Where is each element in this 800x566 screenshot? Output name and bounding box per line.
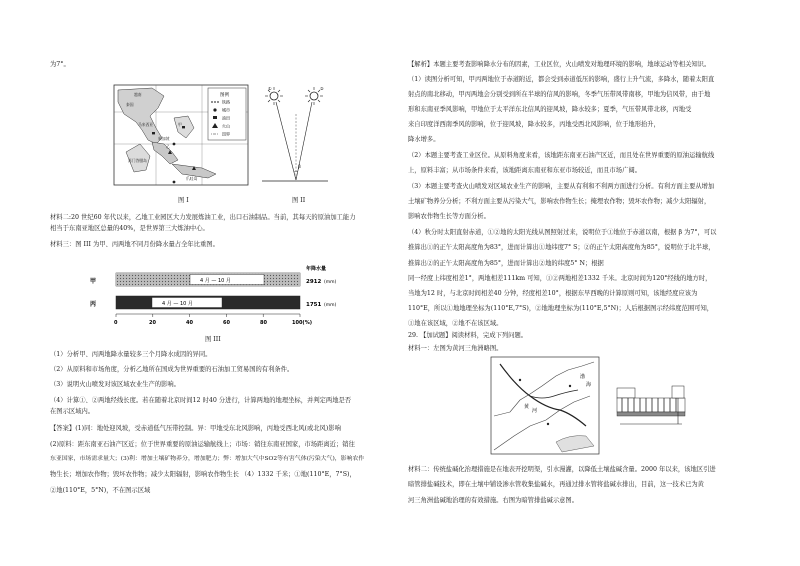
analysis-line: ①地在该区域，②地不在该区域。 [408, 320, 503, 327]
analysis-line: 上，原料丰富；从市场条件来看，该地距离东南亚和东亚市场较近，而且市场广阔。 [408, 167, 641, 174]
figure-2-sun-diagram [260, 84, 330, 188]
chart-tick-label: 20 [149, 320, 156, 326]
chart-row-name: 丙 [90, 301, 97, 308]
yellow-river-delta-map [490, 356, 600, 456]
chart-row-unit: (mm) [324, 303, 337, 308]
answer-line-1: 【答案】(1)同：地处迎风坡，受赤道低气压带控制。异：甲地受东北风影响，丙地受西北风(或北风)影响 [50, 425, 341, 432]
analysis-line: 同一经度上纬度相差1°，两地相差111km 可知，①②两地相差1332 千米。北京时间为120°经线的地方时， [408, 275, 712, 282]
analysis-line: 110°E，所以①地地理坐标为(110°E,7°S)，②地地理坐标为(110°E,5°N)；人后根据图示经纬度范围可知， [408, 305, 714, 312]
map-place-label: 甲 [178, 122, 182, 127]
map-place-label: 越南 [134, 92, 142, 97]
material-2-line-1: 材料二：传统盐碱化治理措施是在地表开挖明渠，引水漫灌，以降低土壤盐碱含量。2000 年以来，该地区引进 [408, 466, 716, 473]
chart-bar-label: 4 月 — 10 月 [162, 301, 193, 307]
chart-tick-label: 40 [186, 320, 193, 326]
left-top-line: 为7°。 [50, 61, 70, 68]
map-sea-label: 海 [586, 382, 592, 388]
analysis-line: 土壤矿物养分分析；不利方面主要从污染大气，影响农作物生长；掩埋农作物；毁坏农作物；减少太阳辐射， [408, 198, 711, 205]
material-2-line-1: 材料二:20 世纪60 年代以来，乙地工业园区大力发展炼油工业，出口石油制品。当前，其每天的原油加工能力 [50, 214, 356, 221]
chart-tick-label: 80 [260, 320, 267, 326]
material-2-line-2: 暗管排盐碱技术，即在土壤中铺设渗水管收集盐碱水，再通过排水管将盐碱水排出，目前，这一技术已为黄 [408, 481, 704, 488]
map-place-label: 苏门答腊岛 [128, 158, 147, 163]
map-place-label: 泰国 [126, 102, 134, 107]
chart-tick-label: 60 [223, 320, 230, 326]
material-1-line: 材料一：左图为黄河三角洲略图。 [408, 345, 503, 352]
chart-header: 年降水量 [306, 266, 327, 272]
map-legend-item: 火山 [222, 123, 230, 129]
analysis-line: 形和东南亚季风影响，甲地位于太平洋东北信风的迎风坡，降水较多；夏季，气压带风带北移，丙地受 [408, 106, 692, 113]
question-3: （3）说明火山喷发对该区域农业生产的影响。 [50, 381, 180, 388]
question-2: （2）从原料和市场角度，分析乙地所在国成为世界重要的石油加工贸易国的有利条件。 [50, 366, 294, 373]
figure-3-chart [80, 262, 342, 334]
question-4-cont: 在图示区域内。 [50, 408, 95, 415]
analysis-line: （2）本题主要考查工业区位。从原料角度来看，该地距东南亚石油产区近，而且处在世界重要的原油运输航线 [408, 152, 715, 159]
answer-line-3: 东亚国家，市场需求量大；(3)利：增加土壤矿物养分，增加肥力；弊：增加大气中SO2等有害气体(污染大气)，影响农作 [50, 456, 365, 462]
question-1: （1）分析甲、丙两地降水量较多三个月降水成因的异同。 [50, 351, 212, 358]
drainage-pipe-diagram [616, 384, 686, 430]
question-29: 29. 【加试题】阅读材料，完成下列问题。 [408, 332, 528, 339]
map-legend-item: 铁路 [222, 99, 230, 105]
analysis-line: 射点的南北移动，甲丙两地会分别受到所在半球的信风的影响，冬季气压带风带南移，甲地为信风带，由于地 [408, 91, 711, 98]
analysis-line: （4）秋分时太阳直射赤道，①②地的太阳光线从图照射过来，说明位于①地位于赤道以南，根据 β 为7°，可以 [408, 229, 717, 236]
figure-1-caption: 图 I [178, 197, 189, 204]
map-river-label: 河 [532, 408, 538, 414]
oilfield-legend-icon [213, 116, 217, 119]
answer-line-4: 物生长；增加农作物；毁坏农作物；减少太阳辐射，影响农作物生长 （4）1332 千米；①地(110°E，7°S)， [50, 471, 356, 478]
map-legend-item: 国界 [222, 131, 230, 137]
figure-2-caption: 图 II [292, 197, 306, 204]
figure-2-label-2: ② [320, 86, 324, 91]
map-sea-label: 渤 [580, 374, 586, 380]
analysis-line: 降水增多。 [408, 136, 440, 143]
analysis-line: （3）本题主要考查火山喷发对区域农业生产的影响，主要从有利和不利两方面进行分析。有利方面主要从增加 [408, 183, 715, 190]
chart-row-value: 1751 [306, 302, 322, 308]
map-river-label: 黄 [524, 404, 530, 410]
map-legend-item: 油田 [222, 115, 230, 121]
analysis-line: 来自印度洋西南季风的影响，位于迎风坡，降水较多，丙地受西北风影响，位于地形抬升， [408, 121, 660, 128]
material-2-line-3: 河三角洲盐碱地治理的有效措施。右图为暗管排盐碱示意图。 [408, 497, 579, 504]
analysis-line: 【解析】本题主要考查影响降水分布的因素，工业区位，火山喷发对地理环境的影响，地球运动等相关知识。 [408, 61, 711, 68]
analysis-line: 推算出②的正午太阳高度角为85°，进而计算出②地的纬度5° N；根据 [408, 260, 604, 267]
material-3-line: 材料三：图 III 为甲、丙两地不同月份降水量占全年比重图。 [50, 241, 219, 248]
analysis-line: （1）读图分析可知，甲丙两地位于赤道附近，都会受到赤道低压的影响，盛行上升气流，多降水，随着太阳直 [408, 76, 715, 83]
figure-3-caption: 图 III [205, 336, 221, 343]
figure-2-angle-label: β [298, 165, 301, 170]
analysis-line: 当地为12 时，与北京时间相差40 分钟，经度相差10°，根据东早西晚的计算原则可知，该地经度应该为 [408, 290, 698, 297]
chart-tick-label: 0 [114, 320, 118, 326]
chart-bar-label: 4 月 — 10 月 [200, 278, 231, 284]
city-legend-icon [213, 108, 216, 111]
map-place-label: 新加坡 [158, 136, 170, 141]
answer-line-2: (2)原料：距东南亚石油产区近；位于世界重要的原油运输航线上；市场：销往东南亚国家，市场距离近；销往 [50, 441, 355, 448]
question-4: （4）计算①、②两地经线长度。若在随着北京时间12 时40 分进行，计算两地的地理坐标，并判定两地是否 [50, 397, 352, 404]
map-place-label: 爪哇岛 [186, 176, 198, 181]
map-legend-title: 图例 [220, 93, 229, 98]
analysis-line: 影响农作物生长等方面分析。 [408, 213, 490, 220]
answer-line-5: ②地(110°E，5°N)，不在图示区域 [50, 487, 151, 494]
chart-row-name: 甲 [90, 278, 97, 285]
figure-2-label-1: ① [268, 86, 272, 91]
chart-tick-label: 100(%) [292, 320, 313, 326]
analysis-line: 推算出①的正午太阳高度角为83°，进而计算出①地纬度7° S；②的正午太阳高度角为85°，说明位于北半球， [408, 244, 715, 251]
chart-row-value: 2912 [306, 279, 322, 285]
map-legend-item: 城市 [222, 107, 230, 113]
chart-row-unit: (mm) [324, 280, 337, 285]
material-2-line-2: 相当于东南亚地区总量的40%，是世界第三大炼油中心。 [50, 225, 209, 232]
map-place-label: 马来西亚 [138, 122, 154, 127]
map-place-label: 乙 [166, 144, 170, 149]
figure-1-map [112, 82, 250, 190]
